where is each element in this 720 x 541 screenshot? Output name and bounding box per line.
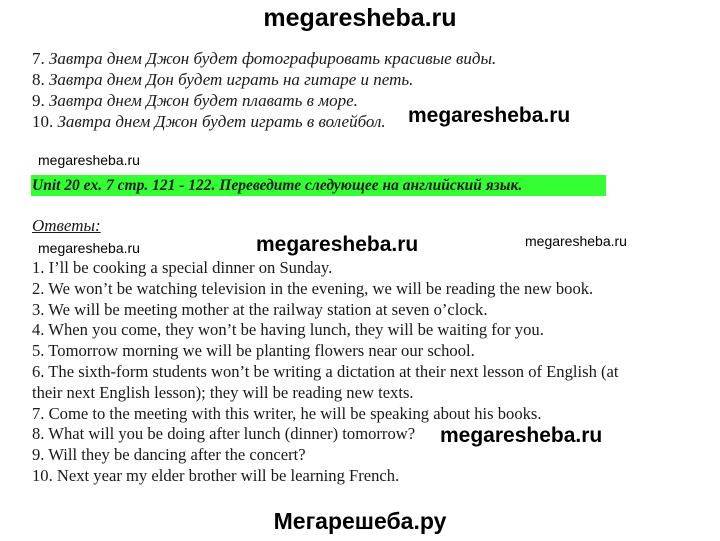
answers-label: Ответы: <box>32 216 101 235</box>
watermark: megaresheba.ru <box>38 152 140 168</box>
watermark-top: megaresheba.ru <box>263 4 457 32</box>
answer-line: 6. The sixth-form students won’t be writing a dictation at their next lesson of English (at <box>32 361 619 381</box>
answer-line: 8. What will you be doing after lunch (dinner) tomorrow? <box>32 424 416 444</box>
russian-line: 7. Завтра днем Джон будет фотографировать красивые виды. <box>32 49 497 68</box>
answer-line: 9. Will they be dancing after the concert? <box>32 445 306 465</box>
answer-line: 1. I’ll be cooking a special dinner on Sunday. <box>32 258 333 277</box>
russian-line: 10. Завтра днем Джон будет играть в волейбол. <box>32 112 386 131</box>
answer-line: 2. We won’t be watching television in the evening, we will be reading the new book. <box>32 278 594 298</box>
answer-line: 10. Next year my elder brother will be learning French. <box>32 465 400 485</box>
exercise-heading <box>31 175 606 196</box>
watermark: megaresheba.ru <box>525 233 627 249</box>
watermark: megaresheba.ru <box>256 233 419 256</box>
answer-line: 3. We will be meeting mother at the railway station at seven o’clock. <box>32 299 488 319</box>
russian-line: 8. Завтра днем Дон будет играть на гитаре и петь. <box>32 70 414 89</box>
russian-line: 9. Завтра днем Джон будет плавать в море. <box>32 91 358 110</box>
watermark: megaresheba.ru <box>38 240 140 256</box>
watermark: megaresheba.ru <box>440 424 603 447</box>
watermark: megaresheba.ru <box>408 104 571 127</box>
answer-line: 4. When you come, they won’t be having lunch, they will be waiting for you. <box>32 320 544 340</box>
answer-line: 7. Come to the meeting with this writer, he will be speaking about his books. <box>32 403 542 423</box>
answers-list <box>32 258 619 487</box>
answer-line: 5. Tomorrow morning we will be planting flowers near our school. <box>32 341 475 361</box>
watermark-bottom: Мегарешеба.ру <box>273 508 447 534</box>
exercise-heading-text: Unit 20 ex. 7 стр. 121 - 122. Переведите следующее на английский язык. <box>32 177 523 194</box>
answer-line: their next English lesson); they will be reading new texts. <box>32 382 414 402</box>
